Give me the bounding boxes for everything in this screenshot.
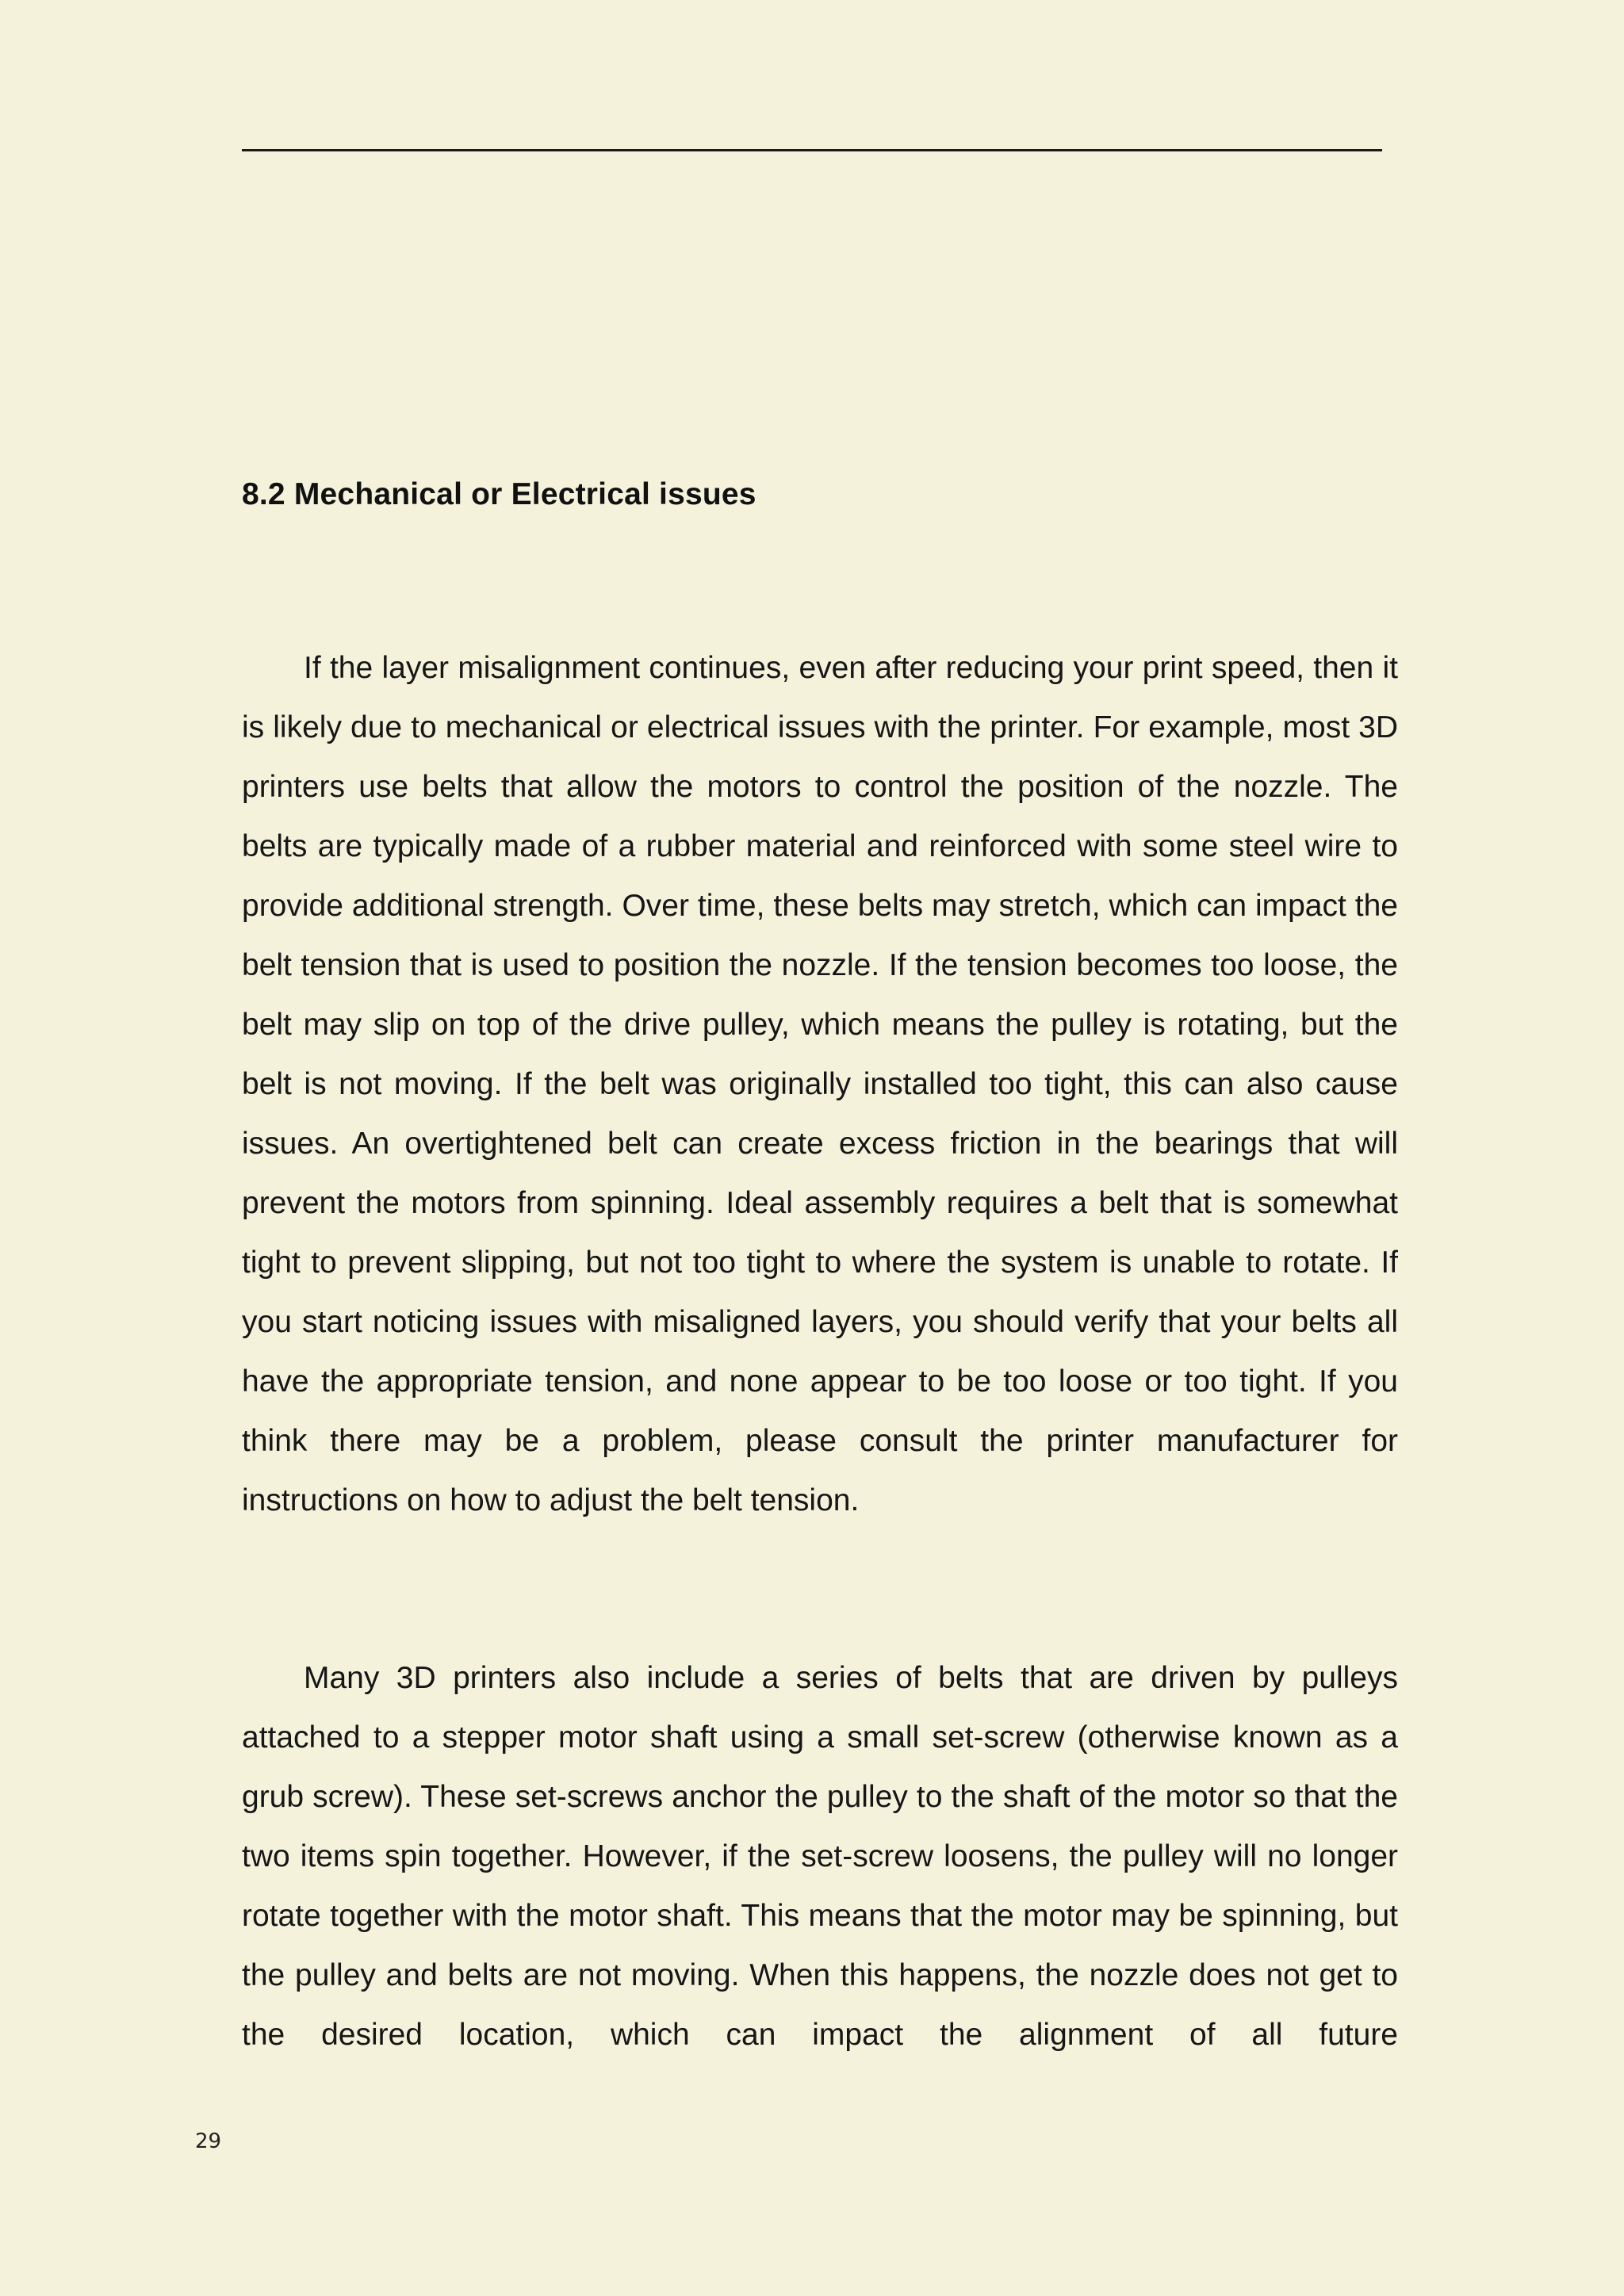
body-paragraph-belt-tension: If the layer misalignment continues, even after reducing your print speed, then it is likely due to mechanical or electrical issues with the printer. For example, most 3D printers use belts that allow the motors to control the position of the nozzle. The belts are typically made of a rubber material and reinforced with some steel wire to provide additional strength. Over time, these belts may stretch, which can impact the belt tension that is used to position the nozzle. If the tension becomes too loose, the belt may slip on top of the drive pulley, which means the pulley is rotating, but the belt is not moving. If the belt was originally installed too tight, this can also cause issues. An overtightened belt can create excess friction in the bearings that will prevent the motors from spinning. Ideal assembly requires a belt that is somewhat tight to prevent slipping, but not too tight to where the system is unable to rotate. If you start noticing issues with misaligned layers, you should verify that your belts all have the appropriate tension, and none appear to be too loose or too tight. If you think there may be a problem, please consult the printer manufacturer for instructions on how to adjust the belt tension. <box>242 651 1398 1517</box>
section-heading: 8.2 Mechanical or Electrical issues <box>242 477 756 511</box>
page-number: 29 <box>195 2130 222 2153</box>
header-rule <box>242 149 1382 151</box>
body-paragraph-set-screw: Many 3D printers also include a series of belts that are driven by pulleys attached to a stepper motor shaft using a small set-screw (otherwise known as a grub screw). These set-screws anchor the pulley to the shaft of the motor so that the two items spin together. However, if the set-screw loosens, the pulley will no longer rotate together with the motor shaft. This means that the motor may be spinning, but the pulley and belts are not moving. When this happens, the nozzle does not get to the desired location, which can impact the alignment of all future <box>242 1661 1398 2052</box>
